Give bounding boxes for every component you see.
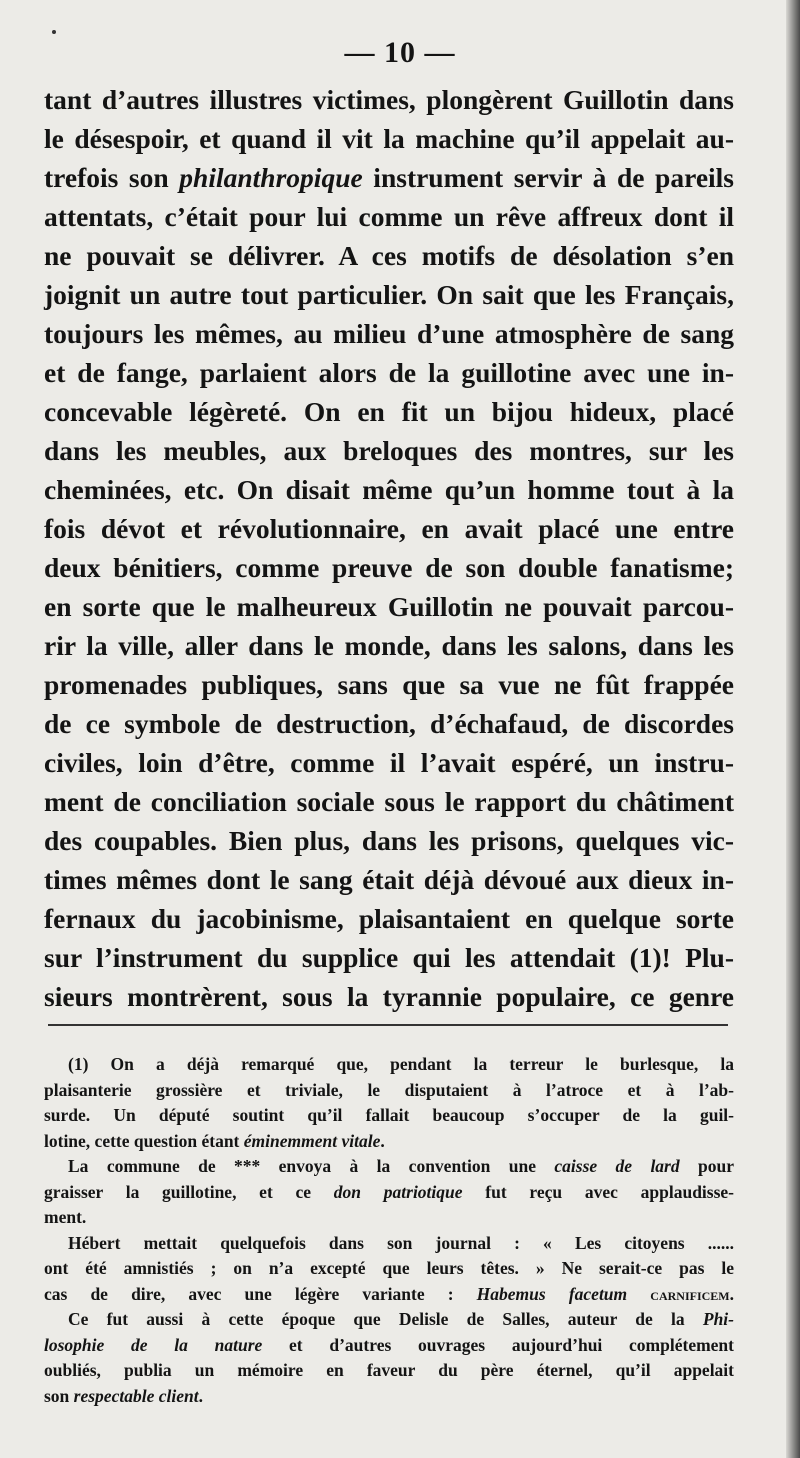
footnote-line (44, 1384, 734, 1410)
text-run: cas de dire, avec une légère variante : (44, 1283, 477, 1304)
page-number: — 10 — (344, 36, 456, 69)
text-line (44, 977, 734, 1016)
italic-run: don patriotique (333, 1181, 463, 1202)
italic-run: philanthropique (179, 162, 363, 193)
text-run: (1) On a déjà remarqué que, pendant la terreur le burlesque, la (68, 1054, 734, 1074)
footnote-line (44, 1307, 734, 1333)
text-run: son (44, 1385, 74, 1406)
footnote-line (44, 1154, 734, 1180)
text-run: fut reçu avec applaudisse- (462, 1181, 734, 1202)
text-run: La commune de *** envoya à la convention une (68, 1156, 555, 1176)
text-run: des coupables. Bien plus, dans les prisons, quelques vic- (44, 825, 734, 856)
text-line (44, 431, 734, 470)
text-run: et de fange, parlaient alors de la guillotine avec une in- (44, 357, 734, 388)
footnote-line (44, 1180, 734, 1206)
footnote-divider (48, 1024, 728, 1026)
footnote-line (44, 1078, 734, 1104)
text-run: pour (679, 1156, 734, 1176)
italic-run: losophie de la nature (44, 1334, 263, 1355)
footnote-line (44, 1052, 734, 1078)
text-run: ment. (44, 1207, 87, 1227)
text-run: times mêmes dont le sang était déjà dévoué aux dieux in- (44, 864, 734, 895)
text-run: Hébert mettait quelquefois dans son journal : « Les citoyens ...... (68, 1232, 734, 1253)
text-run: sur l’instrument du supplice qui les attendait (1)! Plu- (44, 942, 734, 973)
text-run: deux bénitiers, comme preuve de son double fanatisme; (44, 552, 734, 583)
text-line (44, 392, 734, 431)
footnote-line (44, 1256, 734, 1282)
text-run: instrument servir à de pareils (362, 162, 735, 193)
text-run: tant d’autres illustres victimes, plongèrent Guillotin dans (44, 84, 734, 115)
text-line (44, 665, 734, 704)
text-line (44, 509, 734, 548)
text-line (44, 587, 734, 626)
footnote-line (44, 1103, 734, 1129)
text-line (44, 275, 734, 314)
text-run: joignit un autre tout particulier. On sait que les Français, (44, 279, 734, 310)
footnotes (44, 1052, 734, 1409)
footnote-line (44, 1129, 734, 1155)
text-run: cheminées, etc. On disait même qu’un homme tout à la (44, 474, 734, 505)
text-run: en sorte que le malheureux Guillotin ne pouvait parcou- (44, 591, 734, 622)
text-line (44, 938, 734, 977)
text-run: surde. Un député soutint qu’il fallait beaucoup s’occuper de la guil- (44, 1105, 734, 1125)
text-line (44, 899, 734, 938)
text-line (44, 860, 734, 899)
text-run: fois dévot et révolutionnaire, en avait placé une entre (44, 513, 734, 544)
text-run: et d’autres ouvrages aujourd’hui complétement (262, 1334, 734, 1355)
text-line (44, 236, 734, 275)
text-line (44, 548, 734, 587)
text-run: Ce fut aussi à cette époque que Delisle de Salles, auteur de la (68, 1309, 703, 1329)
small-caps-run: carnificem. (650, 1283, 734, 1304)
footnote-line (44, 1205, 734, 1231)
text-run: oubliés, publia un mémoire en faveur du père éternel, qu’il appelait (44, 1360, 734, 1380)
text-line (44, 743, 734, 782)
italic-run: éminemment vitale (243, 1130, 381, 1151)
text-run (627, 1284, 650, 1304)
italic-run: Habemus facetum (476, 1283, 628, 1304)
italic-run: Phi- (702, 1309, 734, 1329)
text-run: toujours les mêmes, au milieu d’une atmosphère de sang (44, 318, 734, 349)
text-run: graisser la guillotine, et ce (44, 1181, 334, 1202)
text-run: plaisanterie grossière et triviale, le disputaient à l’atroce et à l’ab- (44, 1079, 734, 1100)
text-line (44, 470, 734, 509)
text-line (44, 353, 734, 392)
text-run: civiles, loin d’être, comme il l’avait espéré, un instru- (44, 747, 734, 778)
text-run: de ce symbole de destruction, d’échafaud, de discordes (44, 708, 734, 739)
text-run: attentats, c’était pour lui comme un rêve affreux dont il (44, 201, 734, 232)
text-run: promenades publiques, sans que sa vue ne fût frappée (44, 669, 734, 700)
text-line (44, 314, 734, 353)
text-run: dans les meubles, aux breloques des montres, sur les (44, 435, 734, 466)
footnote-line (44, 1231, 734, 1257)
footnote-line (44, 1333, 734, 1359)
text-line (44, 704, 734, 743)
text-run: ont été amnistiés ; on n’a excepté que leurs têtes. » Ne serait-ce pas le (44, 1258, 734, 1278)
footnote-line (44, 1358, 734, 1384)
text-run: sieurs montrèrent, sous la tyrannie populaire, ce genre (44, 981, 734, 1012)
text-line (44, 80, 734, 119)
text-line (44, 158, 734, 197)
text-run: rir la ville, aller dans le monde, dans les salons, dans les (44, 630, 734, 661)
footnote-line (44, 1282, 734, 1308)
page-edge-shadow (786, 0, 800, 1458)
text-line (44, 782, 734, 821)
text-run: lotine, cette question étant (44, 1130, 244, 1151)
text-line (44, 821, 734, 860)
italic-run: respectable client (73, 1385, 199, 1406)
text-run: ne pouvait se délivrer. A ces motifs de désolation s’en (44, 240, 734, 271)
text-run: concevable légèreté. On en fit un bijou hideux, placé (44, 396, 734, 427)
body-text (44, 80, 734, 1016)
text-run: trefois son (44, 162, 180, 193)
text-run: . (198, 1385, 203, 1406)
text-run: le désespoir, et quand il vit la machine qu’il appelait au- (44, 123, 734, 154)
italic-run: caisse de lard (554, 1156, 680, 1176)
ink-speck (52, 30, 56, 34)
text-run: fernaux du jacobinisme, plaisantaient en quelque sorte (44, 903, 734, 934)
text-line (44, 197, 734, 236)
text-run: . (380, 1130, 385, 1151)
text-line (44, 119, 734, 158)
text-run: ment de conciliation sociale sous le rapport du châtiment (44, 786, 734, 817)
text-line (44, 626, 734, 665)
